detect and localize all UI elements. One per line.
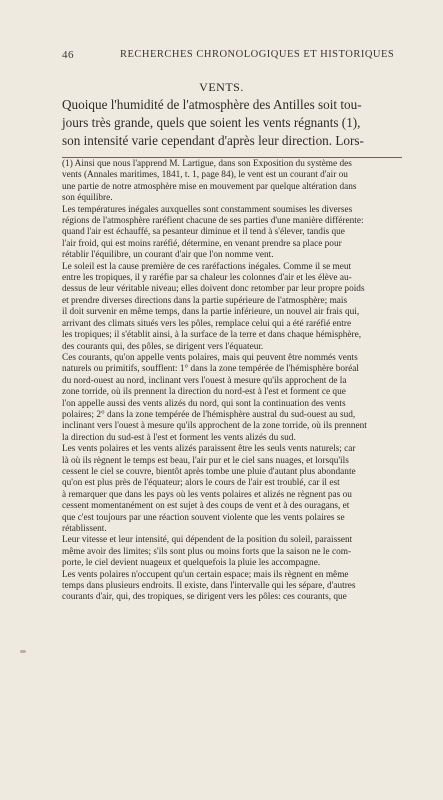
paper-blemish	[20, 650, 26, 653]
footnote-line: Leur vitesse et leur intensité, qui dépendent de la position du soleil, paraissent	[62, 535, 353, 546]
footnote-line: des courants qui, des pôles, se dirigent vers l'équateur.	[62, 341, 264, 352]
footnote-rule	[62, 157, 402, 158]
intro-line: jours très grande, quels que soient les vents régnants (1),	[62, 115, 361, 130]
running-title: RECHERCHES CHRONOLOGIQUES ET HISTORIQUES	[120, 49, 395, 60]
footnote-line: une partie de notre atmosphère mise en mouvement par quelque altération dans	[62, 181, 357, 192]
footnote-line: du nord-ouest au nord, inclinant vers l'ouest à mesure qu'ils approchent de la	[62, 375, 347, 386]
page-number: 46	[62, 49, 74, 61]
footnote-line: et prendre diverses directions dans la partie supérieure de l'atmosphère; mais	[62, 295, 348, 306]
footnote-line: cessent momentanément on est sujet à des coups de vent et à des ouragans, et	[62, 501, 350, 512]
footnote-line: rétablissent.	[62, 524, 107, 534]
footnote-line: porte, le ciel devient nuageux et quelquefois la pluie les accompagne.	[62, 558, 321, 569]
footnote-line: là où ils règnent le temps est beau, l'air pur et le ciel sans nuages, et lorsqu'ils	[62, 455, 349, 466]
footnote-line: dessus de leur véritable niveau; elles doivent donc retomber par leur propre poids	[62, 284, 365, 295]
footnote-line: vents (Annales maritimes, 1841, t. 1, page 84), le vent est un courant d'air ou	[62, 170, 348, 181]
footnote-line: quand l'air est échauffé, sa pesanteur diminue et il tend à s'élever, tandis que	[62, 227, 345, 238]
footnote-line: son équilibre.	[62, 193, 113, 204]
footnote-line: naturels ou primitifs, soufflent: 1° dans la zone tempérée de l'hémisphère boréal	[62, 364, 359, 375]
footnote-line: l'air froid, qui est moins raréfié, détermine, en venant prendre sa place pour	[62, 238, 342, 249]
footnote-line: entre les tropiques, il y raréfie par sa chaleur les colonnes d'air et les élève au-	[62, 273, 352, 284]
footnote-line: (1) Ainsi que nous l'apprend M. Lartigue, dans son Exposition du système des	[62, 159, 352, 169]
footnote-line: même avoir des limites; s'ils sont plus ou moins forts que la saison ne le com-	[62, 546, 352, 557]
footnote-line: Ces courants, qu'on appelle vents polaires, mais qui peuvent être nommés vents	[62, 352, 358, 363]
footnote-line: inclinant vers l'ouest à mesure qu'ils approchent de la zone torride, où ils prennent	[62, 421, 367, 432]
footnote-line: à remarquer que dans les pays où les vents polaires et alizés ne règnent pas ou	[62, 489, 352, 500]
footnote-line: l'on appelle aussi des vents alizés du nord, qui sont la continuation des vents	[62, 398, 346, 409]
footnote-line: courants d'air, qui, des tropiques, se dirigent vers les pôles: ces courants, que	[62, 592, 347, 603]
footnote-line: Les vents polaires et les vents alizés paraissent être les seuls vents naturels; car	[62, 444, 356, 455]
intro-paragraph	[62, 96, 402, 150]
footnote-line: Les vents polaires n'occupent qu'un certain espace; mais ils règnent en même	[62, 569, 349, 580]
intro-line: Quoique l'humidité de l'atmosphère des Antilles soit tou-	[62, 97, 362, 112]
footnote-line: polaires; 2° dans la zone tempérée de l'hémisphère austral du sud-ouest au sud,	[62, 409, 356, 420]
footnote-line: Les températures inégales auxquelles sont constamment soumises les diverses	[62, 204, 353, 215]
footnote-line: les tropiques; il s'établit ainsi, à la surface de la terre et dans chaque hémisphère,	[62, 330, 362, 341]
footnote-line: cessent le ciel se couvre, bientôt après tombe une pluie d'autant plus abondante	[62, 466, 356, 477]
footnote-block	[62, 159, 402, 604]
footnote-line: temps dans plusieurs endroits. Il existe, dans l'intervalle qui les sépare, d'autres	[62, 581, 356, 592]
intro-line: son intensité varie cependant d'après leur direction. Lors-	[62, 133, 364, 148]
footnote-line: la direction du sud-est à l'est et forment les vents alizés du sud.	[62, 432, 296, 443]
footnote-line: arrivant des climats situés vers les pôles, remplace celui qui a été raréfié entre	[62, 318, 352, 329]
footnote-line: que c'est toujours par une réaction souvent violente que les vents polaires se	[62, 512, 345, 523]
footnote-line: il doit survenir en même temps, dans la partie inférieure, un nouvel air frais qui,	[62, 307, 360, 318]
footnote-line: régions de l'atmosphère raréfient chacune de ses parties d'une manière différente:	[62, 216, 364, 227]
footnote-line: qu'on est plus près de l'équateur; alors le cours de l'air est troublé, car il est	[62, 478, 340, 489]
footnote-line: zone torride, où ils prennent la direction du nord-est à l'est et forment ce que	[62, 387, 346, 398]
footnote-line: Le soleil est la cause première de ces raréfactions inégales. Comme il se meut	[62, 261, 352, 272]
footnote-line: rétablir l'équilibre, un courant d'air que l'on nomme vent.	[62, 250, 274, 261]
section-title: VENTS.	[199, 80, 244, 94]
